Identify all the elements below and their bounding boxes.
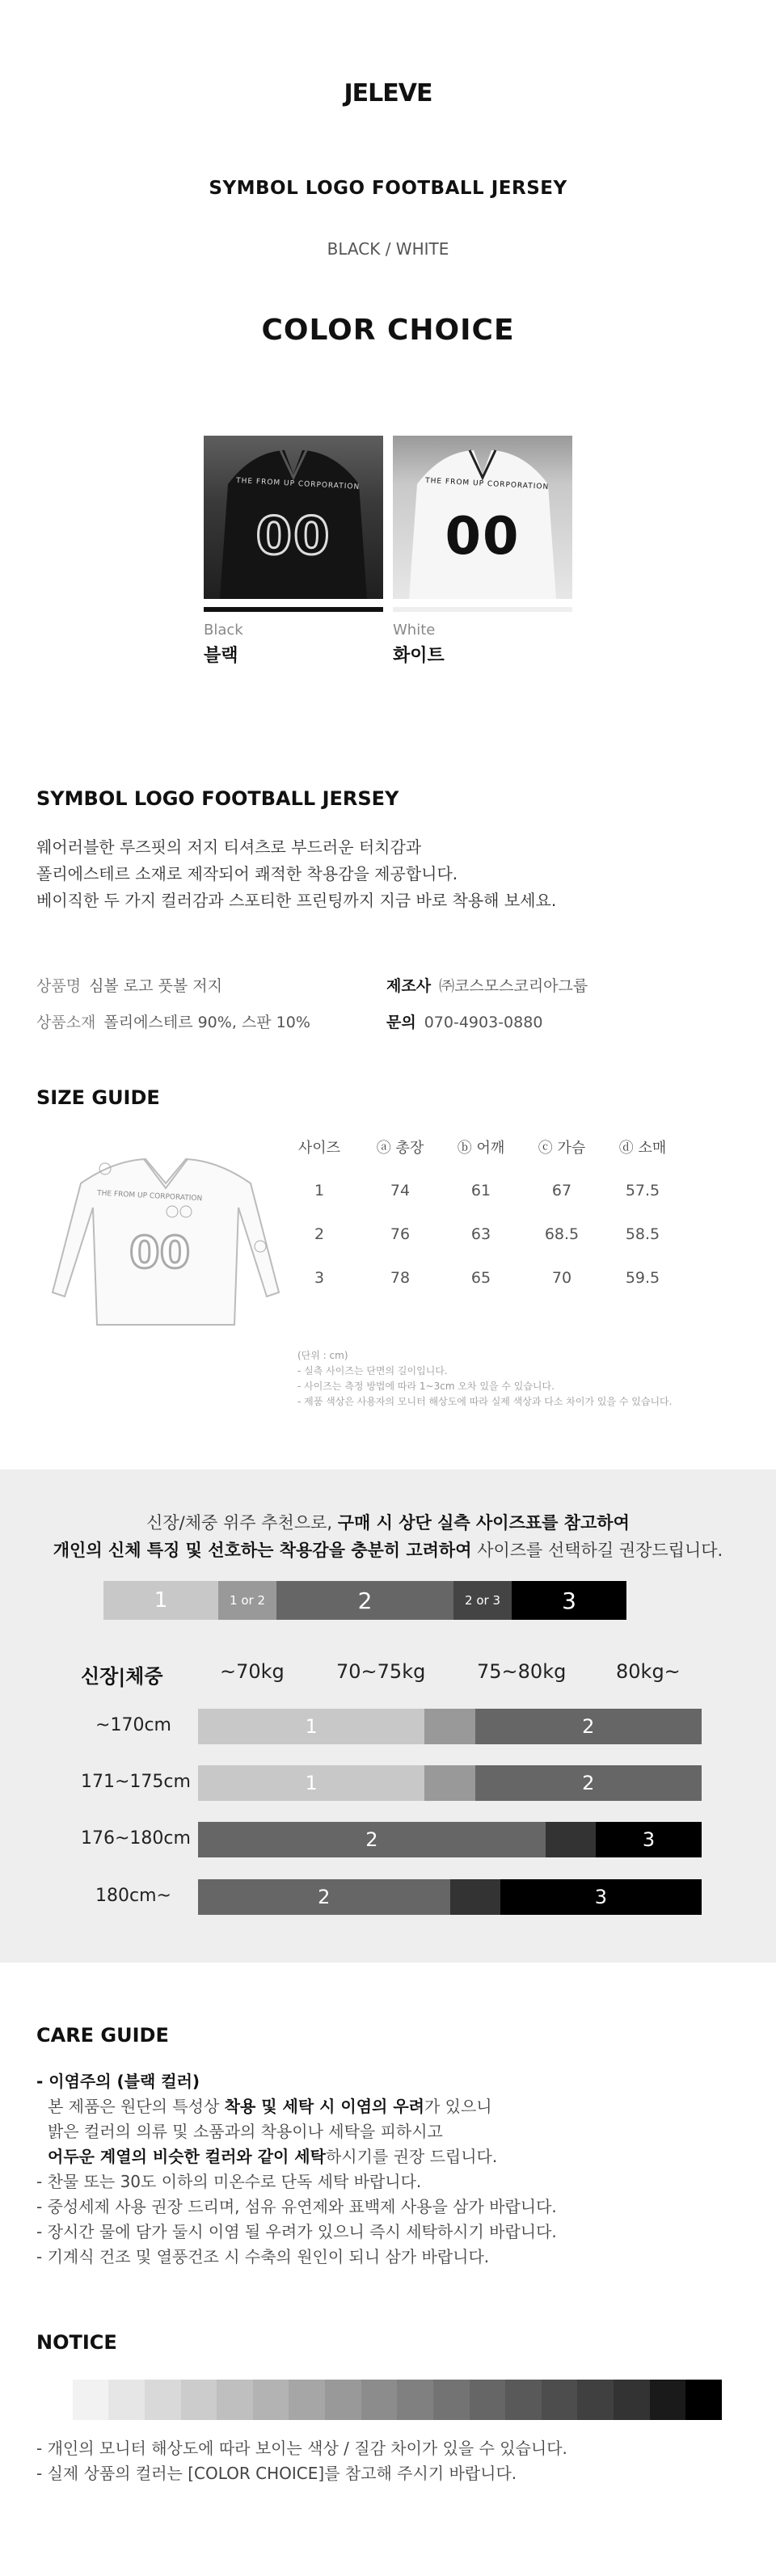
care-paragraph xyxy=(36,2144,557,2169)
column-header: ⓑ 어깨 xyxy=(457,1140,505,1157)
spec-value: 심볼 로고 풋볼 저지 xyxy=(89,977,223,995)
care-item: - 중성세제 사용 권장 드리며, 섬유 유연제와 표백제 사용을 삼가 바랍니다. xyxy=(36,2197,557,2216)
height-row-label: ~170cm xyxy=(95,1715,171,1735)
care-paragraph xyxy=(36,2094,557,2119)
size-note: - 사이즈는 측정 방법에 따라 1~3cm 오차 있을 수 있습니다. xyxy=(297,1381,555,1392)
height-row-label: 176~180cm xyxy=(81,1828,191,1849)
height-row-label: 171~175cm xyxy=(81,1772,191,1792)
size-segment-2: 2 xyxy=(198,1822,546,1857)
table-cell: 78 xyxy=(390,1269,411,1287)
gray-step xyxy=(614,2380,650,2420)
recommendation-text: 사이즈를 선택하길 권장드립니다. xyxy=(471,1541,723,1560)
swatch-label-ko: 화이트 xyxy=(393,646,445,666)
swatch-label-en: White xyxy=(393,622,436,639)
color-swatch-black[interactable] xyxy=(204,436,383,667)
size-bar-row xyxy=(198,1879,702,1915)
gray-step xyxy=(181,2380,217,2420)
scale-size-1: 1 xyxy=(103,1581,218,1620)
size-notes xyxy=(297,1348,672,1410)
column-header: ⓐ 총장 xyxy=(376,1140,424,1157)
care-guide-text xyxy=(36,2069,557,2270)
size-scale-legend xyxy=(103,1581,626,1620)
height-row-label: 180cm~ xyxy=(95,1886,171,1906)
sketch-number: 00 xyxy=(129,1227,191,1278)
care-emphasis: 어두운 계열의 비슷한 컬러와 같이 세탁 xyxy=(48,2147,326,2166)
black-jersey-photo xyxy=(204,436,383,599)
table-cell: 58.5 xyxy=(625,1225,660,1243)
size-note: - 제품 색상은 사용자의 모니터 해상도에 따라 실제 색상과 다소 차이가 있을 수 있습니다. xyxy=(297,1396,673,1407)
description-line: 웨어러블한 루즈핏의 저지 티셔츠로 부드러운 터치감과 xyxy=(36,837,422,857)
size-segment-2: 2 xyxy=(475,1765,702,1801)
notice-text xyxy=(36,2436,567,2486)
scale-size-3: 3 xyxy=(512,1581,626,1620)
care-heading: - 이염주의 (블랙 컬러) xyxy=(36,2072,200,2091)
gray-step xyxy=(145,2380,181,2420)
gray-step xyxy=(289,2380,325,2420)
column-header: ⓒ 가슴 xyxy=(538,1140,586,1157)
size-segment-between xyxy=(424,1709,474,1744)
gray-step xyxy=(650,2380,686,2420)
color-subtitle: BLACK / WHITE xyxy=(327,239,449,259)
gray-step xyxy=(108,2380,145,2420)
table-row xyxy=(279,1212,683,1256)
jersey-print-text: THE FROM UP CORPORATION xyxy=(424,476,550,492)
size-segment-2: 2 xyxy=(475,1709,702,1744)
size-segment-3: 3 xyxy=(596,1822,702,1857)
scale-size-2-or-3: 2 or 3 xyxy=(453,1581,512,1620)
recommendation-emphasis: 구매 시 상단 실측 사이즈표를 참고하여 xyxy=(337,1513,630,1533)
spec-value[interactable]: 070-4903-0880 xyxy=(424,1014,543,1031)
spec-key: 제조사 xyxy=(386,977,432,995)
swatch-bar xyxy=(393,607,572,612)
notice-title: NOTICE xyxy=(36,2331,117,2354)
brand-logo: JELEVE xyxy=(344,79,432,108)
size-guide-title: SIZE GUIDE xyxy=(36,1086,160,1109)
gray-step xyxy=(253,2380,289,2420)
care-text: 하시기를 권장 드립니다. xyxy=(325,2147,498,2166)
scale-size-2: 2 xyxy=(276,1581,453,1620)
table-row xyxy=(279,1256,683,1300)
jersey-number: 00 xyxy=(255,507,331,567)
table-cell: 68.5 xyxy=(544,1225,580,1243)
gray-step xyxy=(361,2380,398,2420)
table-cell: 3 xyxy=(314,1269,325,1287)
notice-line: - 실제 상품의 컬러는 [COLOR CHOICE]를 참고해 주시기 바랍니다. xyxy=(36,2464,517,2483)
table-cell: 67 xyxy=(551,1182,572,1199)
table-cell: 1 xyxy=(314,1182,325,1199)
notice-line: - 개인의 모니터 해상도에 따라 보이는 색상 / 질감 차이가 있을 수 있습니다. xyxy=(36,2439,567,2458)
grayscale-strip xyxy=(36,2380,722,2420)
care-emphasis: 착용 및 세탁 시 이염의 우려 xyxy=(224,2097,424,2116)
care-item: - 찬물 또는 30도 이하의 미온수로 단독 세탁 바랍니다. xyxy=(36,2172,422,2191)
recommendation-line-1 xyxy=(0,1510,776,1534)
swatch-bar xyxy=(204,607,383,612)
gray-step xyxy=(542,2380,578,2420)
gray-step xyxy=(36,2380,73,2420)
recommendation-line-2 xyxy=(0,1537,776,1562)
spec-key: 상품소재 xyxy=(36,1014,96,1031)
size-segment-3: 3 xyxy=(500,1879,702,1915)
care-item: - 장시간 물에 담가 둘시 이염 될 우려가 있으니 즉시 세탁하시기 바랍니다. xyxy=(36,2222,557,2241)
gray-step xyxy=(577,2380,614,2420)
table-row xyxy=(279,1169,683,1212)
care-item: - 기계식 건조 및 열풍건조 시 수축의 원인이 되니 삼가 바랍니다. xyxy=(36,2247,490,2266)
weight-column-header: 70~75kg xyxy=(336,1660,426,1683)
size-note: - 실측 사이즈는 단면의 길이입니다. xyxy=(297,1365,448,1377)
table-cell: 63 xyxy=(470,1225,491,1243)
spec-value: 폴리에스테르 90%, 스판 10% xyxy=(103,1014,310,1031)
weight-column-header: ~70kg xyxy=(220,1660,285,1683)
gray-step xyxy=(433,2380,470,2420)
spec-product-name xyxy=(36,974,222,996)
size-segment-1: 1 xyxy=(198,1765,424,1801)
spec-key: 문의 xyxy=(386,1014,416,1031)
white-jersey-photo xyxy=(393,436,572,599)
size-bar-row xyxy=(198,1765,702,1801)
care-text: 본 제품은 원단의 특성상 xyxy=(48,2097,225,2116)
column-header: ⓓ 소매 xyxy=(618,1140,667,1157)
gray-step xyxy=(685,2380,722,2420)
size-segment-2: 2 xyxy=(198,1879,450,1915)
size-note: (단위 : cm) xyxy=(297,1350,348,1361)
swatch-label-en: Black xyxy=(204,622,243,639)
color-choice-heading: COLOR CHOICE xyxy=(261,314,515,347)
spec-manufacturer xyxy=(386,974,588,996)
description-line: 베이직한 두 가지 컬러감과 스포티한 프린팅까지 지금 바로 착용해 보세요. xyxy=(36,891,557,910)
jersey-number: 00 xyxy=(445,507,521,567)
care-text: 가 있으니 xyxy=(424,2097,492,2116)
size-table xyxy=(279,1125,683,1300)
sketch-print-text: THE FROM UP CORPORATION xyxy=(96,1189,203,1204)
size-bar-row xyxy=(198,1822,702,1857)
weight-column-header: 75~80kg xyxy=(477,1660,567,1683)
description-title: SYMBOL LOGO FOOTBALL JERSEY xyxy=(36,787,399,810)
table-cell: 74 xyxy=(390,1182,411,1199)
gray-step xyxy=(73,2380,109,2420)
spec-value: ㈜코스모스코리아그룹 xyxy=(439,977,588,995)
spec-key: 상품명 xyxy=(36,977,82,995)
table-cell: 61 xyxy=(470,1182,491,1199)
size-bar-row xyxy=(198,1709,702,1744)
description-line: 폴리에스테르 소재로 제작되어 쾌적한 착용감을 제공합니다. xyxy=(36,864,458,883)
table-cell: 2 xyxy=(314,1225,325,1243)
gray-step xyxy=(470,2380,506,2420)
size-segment-between xyxy=(424,1765,474,1801)
table-cell: 57.5 xyxy=(625,1182,660,1199)
gray-step xyxy=(397,2380,433,2420)
column-header: 사이즈 xyxy=(297,1140,341,1157)
gray-step xyxy=(505,2380,542,2420)
size-table-header xyxy=(279,1125,683,1169)
description-text xyxy=(36,834,556,914)
spec-contact xyxy=(386,1010,542,1032)
size-segment-between xyxy=(450,1879,500,1915)
jersey-print-text: THE FROM UP CORPORATION xyxy=(235,476,361,492)
spec-material xyxy=(36,1010,310,1032)
recommendation-text: 신장/체중 위주 추천으로, xyxy=(146,1513,338,1533)
swatch-label-ko: 블랙 xyxy=(204,646,238,666)
size-segment-between xyxy=(546,1822,596,1857)
care-guide-title: CARE GUIDE xyxy=(36,2024,169,2047)
recommendation-emphasis: 개인의 신체 특징 및 선호하는 착용감을 충분히 고려하여 xyxy=(53,1541,472,1560)
table-cell: 59.5 xyxy=(625,1269,660,1287)
height-weight-header: 신장|체중 xyxy=(81,1665,163,1688)
color-swatch-white[interactable] xyxy=(393,436,572,667)
gray-step xyxy=(217,2380,253,2420)
gray-step xyxy=(325,2380,361,2420)
scale-size-1-or-2: 1 or 2 xyxy=(218,1581,276,1620)
table-cell: 65 xyxy=(470,1269,491,1287)
table-cell: 76 xyxy=(390,1225,411,1243)
product-title: SYMBOL LOGO FOOTBALL JERSEY xyxy=(209,178,567,199)
table-cell: 70 xyxy=(551,1269,572,1287)
weight-column-header: 80kg~ xyxy=(616,1660,681,1683)
care-paragraph: 밝은 컬러의 의류 및 소품과의 착용이나 세탁을 피하시고 xyxy=(48,2122,443,2141)
size-segment-1: 1 xyxy=(198,1709,424,1744)
